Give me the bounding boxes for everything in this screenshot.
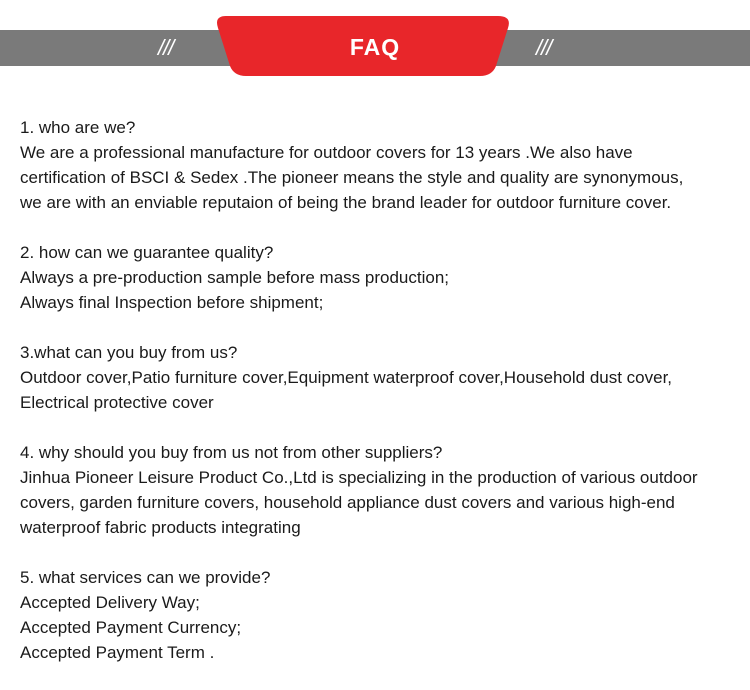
faq-answer-line: Electrical protective cover — [20, 393, 214, 412]
banner-right-deco: /// — [536, 35, 552, 60]
faq-answer-line: waterproof fabric products integrating — [20, 518, 301, 537]
faq-answer-line: Always a pre-production sample before mass production; — [20, 268, 449, 287]
faq-item-who-are-we — [20, 115, 745, 215]
faq-answer-line: Accepted Payment Term . — [20, 643, 215, 662]
faq-item-products — [20, 340, 745, 415]
faq-question: 5. what services can we provide? — [20, 568, 271, 587]
faq-item-why-us — [20, 440, 745, 540]
faq-question: 1. who are we? — [20, 118, 136, 137]
faq-answer-line: Always final Inspection before shipment; — [20, 293, 324, 312]
page-title: FAQ — [349, 34, 401, 60]
faq-answer-line: Jinhua Pioneer Leisure Product Co.,Ltd is specializing in the production of various outdoor — [20, 468, 698, 487]
faq-answer-line: Outdoor cover,Patio furniture cover,Equipment waterproof cover,Household dust cover, — [20, 368, 673, 387]
faq-list — [20, 115, 745, 690]
faq-answer-line: Accepted Payment Currency; — [20, 618, 242, 637]
faq-item-quality — [20, 240, 745, 315]
faq-answer-line: We are a professional manufacture for outdoor covers for 13 years .We also have — [20, 143, 633, 162]
faq-answer-line: Accepted Delivery Way; — [20, 593, 200, 612]
faq-answer-line: certification of BSCI & Sedex .The pioneer means the style and quality are synonymous, — [20, 168, 684, 187]
faq-item-services — [20, 565, 745, 665]
faq-question: 3.what can you buy from us? — [20, 343, 238, 362]
faq-question: 2. how can we guarantee quality? — [20, 243, 274, 262]
faq-question: 4. why should you buy from us not from other suppliers? — [20, 443, 443, 462]
faq-banner — [0, 0, 750, 90]
faq-answer-line: we are with an enviable reputaion of being the brand leader for outdoor furniture cover. — [20, 193, 672, 212]
faq-answer-line: covers, garden furniture covers, household appliance dust covers and various high-end — [20, 493, 675, 512]
banner-left-deco: /// — [158, 35, 174, 60]
